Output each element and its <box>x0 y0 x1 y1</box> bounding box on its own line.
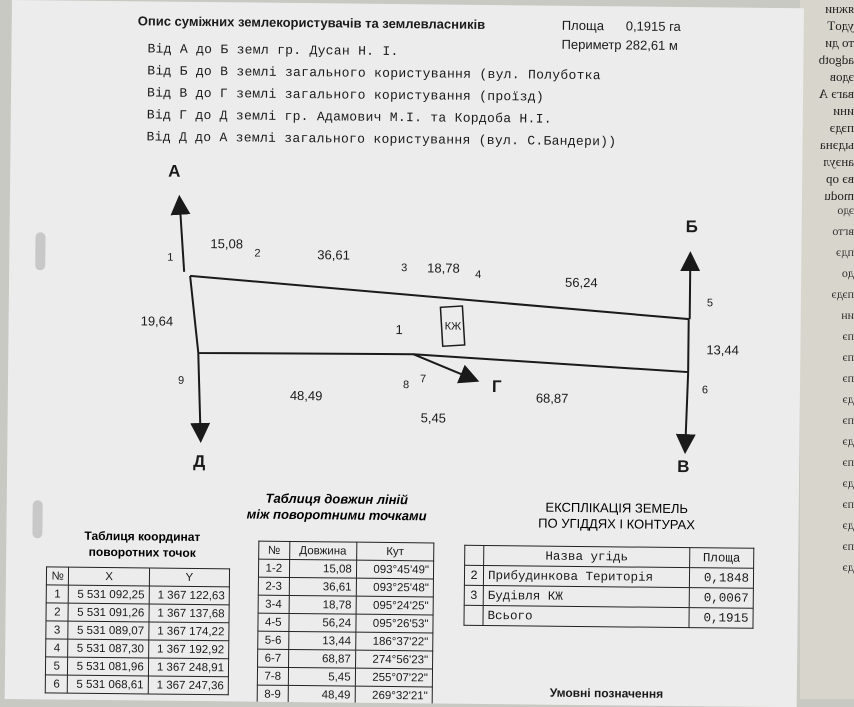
contour-number: 1 <box>395 322 403 338</box>
table-header: № Довжина Кут <box>259 541 434 561</box>
length-label: 15,08 <box>210 236 244 252</box>
arrow-v <box>685 373 688 444</box>
table-row: 3 Будівля КЖ 0,0067 <box>464 585 753 608</box>
area-value: 0,1915 га <box>625 18 681 35</box>
parcel-boundary <box>189 276 689 372</box>
adjacent-page-text-lower: эдо вгто пдэ до пэдэ ин пэ пэ пэ дэ пэ дэ пэ дэ пэ дэ пэ дэ <box>831 203 854 574</box>
table-header: Назва угідь Площа <box>465 545 754 568</box>
table-row: 2 5 531 091,26 1 367 137,68 <box>46 603 229 623</box>
length-label: 68,87 <box>535 390 569 406</box>
table-row: Всього 0,1915 <box>464 605 753 628</box>
table-row: 6 5 531 068,61 1 367 247,36 <box>45 675 228 695</box>
length-label: 56,24 <box>564 274 598 291</box>
table-row: 2 Прибудинкова Територія 0,1848 <box>464 565 753 588</box>
table-row: 8-9 48,49 269°32'21" <box>257 685 432 705</box>
point-label: 1 <box>167 251 174 264</box>
direction-g: Г <box>491 377 502 397</box>
length-label: 48,49 <box>289 387 323 404</box>
length-table <box>257 541 435 706</box>
direction-v: В <box>677 456 690 477</box>
point-label: 7 <box>419 373 427 386</box>
document-page <box>5 0 804 707</box>
area-label: Площа <box>561 17 605 34</box>
length-label: 18,78 <box>427 260 460 276</box>
coord-table <box>45 566 230 695</box>
neighbor-line: Від Д до А землі загального користування (вул. С.Бандери)) <box>146 129 617 150</box>
length-label: 13,44 <box>706 342 739 358</box>
length-label: 19,64 <box>140 313 174 329</box>
coord-table-title: Таблиця координат поворотних точок <box>84 528 201 560</box>
perimeter-value: 282,61 м <box>625 37 678 53</box>
parcel-plan <box>7 0 804 488</box>
length-label: 5,45 <box>420 410 447 426</box>
table-row: 5 5 531 081,96 1 367 248,91 <box>45 657 228 677</box>
punch-hole <box>32 500 42 538</box>
direction-d: Д <box>193 451 206 472</box>
table-row: 3-4 18,78 095°24'25" <box>258 595 433 615</box>
legend-title: Умовні позначення <box>549 685 664 701</box>
point-label: 2 <box>254 247 261 260</box>
explication-title: ЕКСПЛІКАЦІЯ ЗЕМЕЛЬ ПО УГІДДЯХ І КОНТУРАХ <box>538 499 695 533</box>
table-row: 1-2 15,08 093°45'49" <box>258 559 433 579</box>
table-row: 4-5 56,24 095°26'53" <box>258 613 433 633</box>
adjacent-page-text: яжни удоТ то ди adgotb эдов вагэ А ини пэдэ ыдэна анэул вэ ор modu <box>818 1 854 203</box>
neighbor-line: Від Б до В землі загального користування (вул. Полуботка <box>147 63 601 84</box>
table-row: 3 5 531 089,07 1 367 174,22 <box>46 621 229 641</box>
table-row: 7-8 5,45 255°07'22" <box>257 667 432 687</box>
page-title: Опис суміжних землекористувачів та землевласників <box>137 13 486 32</box>
building-label: КЖ <box>444 320 462 333</box>
table-row: 1 5 531 092,25 1 367 122,63 <box>46 585 229 605</box>
table-row: 2-3 36,61 093°25'48" <box>258 577 433 597</box>
table-row: 6-7 68,87 274°56'23" <box>258 649 433 669</box>
point-label: 5 <box>706 297 714 310</box>
point-label: 8 <box>402 379 410 392</box>
point-label: 4 <box>475 268 482 281</box>
length-label: 36,61 <box>317 247 350 263</box>
point-label: 3 <box>401 262 408 275</box>
point-label: 6 <box>701 384 709 397</box>
point-label: 9 <box>177 374 185 387</box>
length-table-title: Таблиця довжин ліній між поворотними точками <box>246 490 427 524</box>
neighbor-line: Від А до Б земл гр. Дусан Н. І. <box>147 41 399 60</box>
neighbor-line: Від Г до Д землі гр. Адамович М.І. та Кордоба Н.І. <box>146 107 552 127</box>
arrow-a <box>179 205 185 272</box>
table-header: № X Y <box>46 567 229 587</box>
table-row: 5-6 13,44 186°37'22" <box>258 631 433 651</box>
direction-b: Б <box>685 217 698 237</box>
table-row: 4 5 531 087,30 1 367 192,92 <box>46 639 229 659</box>
explication-table <box>463 545 754 629</box>
arrow-d <box>197 354 201 433</box>
arrow-b <box>690 261 691 319</box>
perimeter-label: Периметр <box>561 36 622 53</box>
neighbor-line: Від В до Г землі загального користування (проїзд) <box>146 85 545 105</box>
direction-a: А <box>168 161 181 181</box>
